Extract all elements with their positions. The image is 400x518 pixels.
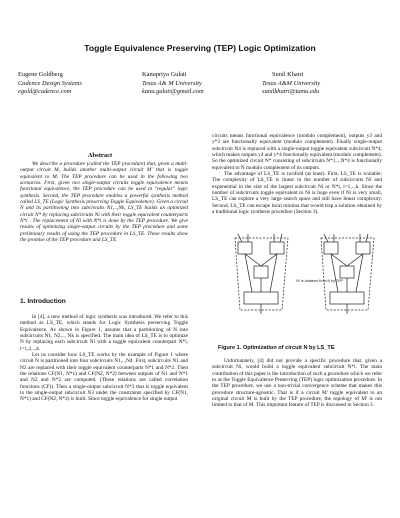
wire <box>238 234 282 292</box>
author-email: sunilkhatri@tamu.edu <box>262 88 320 96</box>
figure-label: N* is obtained from N by TEP <box>296 279 343 283</box>
subcircuit-box <box>340 266 354 278</box>
abstract-paragraph: We describe a procedure (called the TEP procedure) that, given a multi-output circuit M, builds another multi-output circuit M' that is toggle equivalent to M. The TEP procedure can be used in the following two scenarios. First, given two single-output circuits toggle equivalence means functional equivalence, the TEP procedure can be used in "regular" logic synthesis. Second, the TEP procedure enables a powerful synthesis method called LS_TE (Logic Synthesis preserving Toggle Equivalence). Given a circuit N and its partitioning into subcircuits N1,..,Nk, LS_TE builds an optimized circuit N* by replacing subcircuits Ni with their toggle equivalent counterparts N*i . The replacement of Ni with N*i is done by the TEP procedure. We give results of optimizing single-output circuits by the TEP procedure and some preliminary results of using the TEP procedure in LS_TE. These results show the promise of the TEP procedure and LS_TE. <box>20 161 188 244</box>
author-name: Sunil Khatri <box>272 71 304 78</box>
subcircuit-box <box>330 292 364 304</box>
abstract-heading: Abstract <box>87 152 113 159</box>
subcircuit-box <box>254 266 268 278</box>
body-paragraph: The advantage of LS_TE is twofold (at least). First, LS_TE is scalable: The complexity of LS_TE is linear in the number of subcircuits Ni and exponential in the size of the largest subcircuit Ni or N*i, i=1,..,k. Since the number of subcircuits toggle equivalent to Ni is huge even if Ni is very small, LS_TE can explore a very large search space and still have linear complexity. Second, LS_TE can escape local minima that would trap a solution obtained by a traditional logic synthesis procedure (Section 3). <box>212 171 382 216</box>
author-affiliation: Cadence Design Systems <box>18 79 82 87</box>
subcircuit-box <box>324 242 338 254</box>
figure-1-diagram <box>232 232 392 340</box>
author-block-3 <box>262 71 387 97</box>
subcircuit-box <box>238 242 252 254</box>
subcircuit-box <box>244 292 278 304</box>
author-name: Eugene Goldberg <box>18 71 63 78</box>
abstract-text <box>20 161 188 243</box>
right-column-bottom <box>212 358 382 409</box>
intro-paragraph: In [4], a new method of logic synthesis was introduced. We refer to this method as LS_TE, which stands for Logic Synthesis preserving Toggle Equivalence. As shown in Figure 1, assume that a partitioning of N into subcircuits N1, N2,.., Nk is specified. The main idea of LS_TE is to optimize N by replacing each subcircuit Ni with a toggle equivalent counterpart N*i, i=1,2,..,k. <box>20 314 188 352</box>
body-paragraph: Unfortunately, [4] did not provide a specific procedure that, given a subcircuit Ni, would build a toggle equivalent subcircuit N*i. The main contribution of this paper is the introduction of such a procedure which we refer to as the Toggle Equivalence Preserving (TEP) logic optimization procedure. In the TEP procedure, we use a non-trivial convergence scheme that makes this procedure structure-agnostic. That is if a circuit M' toggle equivalent to an original circuit M is built by the TEP procedure, the topology of M' is not limited to that of M. This important feature of TEP is discussed in Section 3. <box>212 358 382 409</box>
circuit-outline <box>321 238 374 310</box>
figure-caption: Figure 1. Optimization of circuit N by LS_TE <box>218 345 335 351</box>
author-email: egold@cadence.com <box>18 88 72 96</box>
right-column-top <box>212 133 382 215</box>
paper-title: Toggle Equivalence Preserving (TEP) Logic Optimization <box>84 43 316 53</box>
subcircuit-box <box>356 242 370 254</box>
author-email: kanu.gulati@gmail.com <box>142 88 204 96</box>
subcircuit-box <box>270 242 284 254</box>
section-heading: 1. Introduction <box>20 298 66 305</box>
author-name: Kanupriya Gulati <box>142 71 187 78</box>
author-affiliation: Texas A&M University <box>262 79 321 87</box>
author-affiliation: Texas A& M University <box>142 79 202 87</box>
intro-paragraph: Let us consider how LS_TE works by the example of Figure 1 where circuit N is partitioned into four subcircuits N1,..,N4. First, subcircuits N1 and N2 are replaced with their toggle equivalent counterparts N*1 and N*2. Then the relations CF(N1, N*1) and CF(N2, N*2) between outputs of N1 and N*1 and N2 and N*2 are computed. (These relations are called correlation functions (CF)). Then a single-output subcircuit N*3 that is toggle equivalent to the single-output subcircuit N3 under the constraints specified by CF(N1, N*1) and CF(N2, N*2) is built. Since toggle equivalence for single output <box>20 352 188 403</box>
body-paragraph: circuits means functional equivalence (modulo complement), outputs y3 and y*3 are functionally equivalent (modulo complement). Finally single-output subcircuit N4 is replaced with a single-output toggle equivalent subcircuit N*4, which makes outputs y4 and y*4 functionally equivalent (modulo complement). So the optimized circuit N* consisting of subcircuits N*1,..,N*4 is functionally equivalent to N modulo complement of its outputs. <box>212 133 382 171</box>
intro-column <box>20 314 188 403</box>
wire <box>324 234 368 292</box>
circuit-outline <box>235 238 288 310</box>
author-block-2 <box>142 71 262 97</box>
author-block-1 <box>18 71 138 97</box>
